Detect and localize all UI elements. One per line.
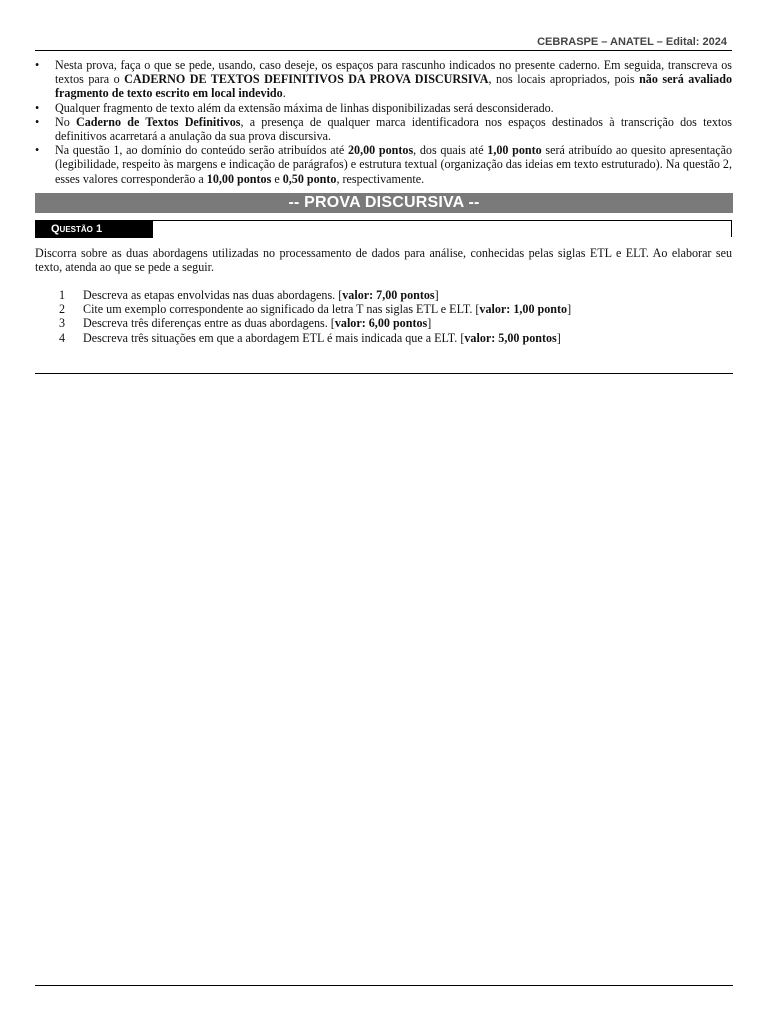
instruction-item <box>35 115 732 143</box>
instruction-item <box>35 58 732 101</box>
instruction-item <box>35 101 732 115</box>
item-number: 2 <box>59 302 66 317</box>
instruction-bold: 10,00 pontos <box>206 171 272 186</box>
instruction-text: Na questão 1, ao domínio do conteúdo serão atribuídos até <box>55 143 348 158</box>
instruction-text: . <box>282 86 286 101</box>
page-header <box>35 36 732 51</box>
instruction-bold: 0,50 ponto <box>282 171 337 186</box>
instruction-bold: 1,00 ponto <box>487 143 542 158</box>
item-number: 3 <box>59 316 66 331</box>
item-number: 4 <box>59 330 66 345</box>
instructions-list <box>35 58 732 186</box>
instruction-bold: Caderno de Textos Definitivos <box>76 114 241 129</box>
item-number: 1 <box>59 288 66 302</box>
question-header <box>35 220 732 237</box>
item-close: ] <box>427 316 432 331</box>
instruction-item <box>35 143 732 186</box>
section-divider <box>35 373 733 374</box>
question-item <box>35 302 732 316</box>
item-text: Descreva três situações em que a abordagem ETL é mais indicada que a ELT. [ <box>83 330 465 345</box>
item-value: valor: 6,00 pontos <box>334 316 428 331</box>
item-close: ] <box>567 302 572 317</box>
question-items <box>35 288 732 345</box>
header-title: CEBRASPE – ANATEL – Edital: 2024 <box>537 36 727 48</box>
instruction-bold: não será avaliado fragmento de texto escrito em local indevido <box>55 72 732 101</box>
item-value: valor: 1,00 ponto <box>479 302 568 317</box>
item-value: valor: 7,00 pontos <box>342 288 435 302</box>
instruction-text: , nos locais apropriados, pois <box>488 72 640 87</box>
item-text: Descreva três diferenças entre as duas abordagens. [ <box>83 316 335 331</box>
footer-divider <box>35 985 733 986</box>
item-close: ] <box>434 288 439 302</box>
question-item <box>35 331 732 345</box>
instruction-bold: 20,00 pontos <box>347 143 414 158</box>
item-close: ] <box>556 330 561 345</box>
instruction-text: e <box>271 171 283 186</box>
section-banner: -- PROVA DISCURSIVA -- <box>35 193 733 213</box>
item-text: Cite um exemplo correspondente ao significado da letra T nas siglas ETL e ELT. [ <box>83 302 480 317</box>
instruction-text: , respectivamente. <box>336 171 425 186</box>
instruction-text: No <box>55 114 76 129</box>
instruction-text: , a presença de qualquer marca identificadora nos espaços destinados à transcrição dos textos definitivos acarretará a anulação da sua prova discursiva. <box>55 114 732 144</box>
question-item <box>35 288 732 302</box>
instruction-text: será atribuído ao quesito apresentação (legibilidade, respeito às margens e indicação de parágrafos) e estrutura textual (organização das ideias em texto estruturado). Na questão 2, esses valores corresponderão a <box>55 143 733 186</box>
question-item <box>35 316 732 330</box>
question-prompt: Discorra sobre as duas abordagens utilizadas no processamento de dados para análise, conhecidas pelas siglas ETL e ELT. Ao elaborar seu texto, atenda ao que se pede a seguir. <box>35 246 732 275</box>
instruction-text: , dos quais até <box>413 143 488 158</box>
item-value: valor: 5,00 pontos <box>464 330 557 345</box>
instruction-text: Qualquer fragmento de texto além da extensão máxima de linhas disponibilizadas será desconsiderado. <box>55 100 554 115</box>
item-text: Descreva as etapas envolvidas nas duas abordagens. [ <box>83 288 343 302</box>
instruction-bold: CADERNO DE TEXTOS DEFINITIVOS DA PROVA DISCURSIVA <box>124 72 489 87</box>
instruction-text: Nesta prova, faça o que se pede, usando, caso deseje, os espaços para rascunho indicados no presente caderno. Em seguida, transcreva os textos para o <box>55 58 732 87</box>
question-label: Questão 1 <box>35 220 153 238</box>
